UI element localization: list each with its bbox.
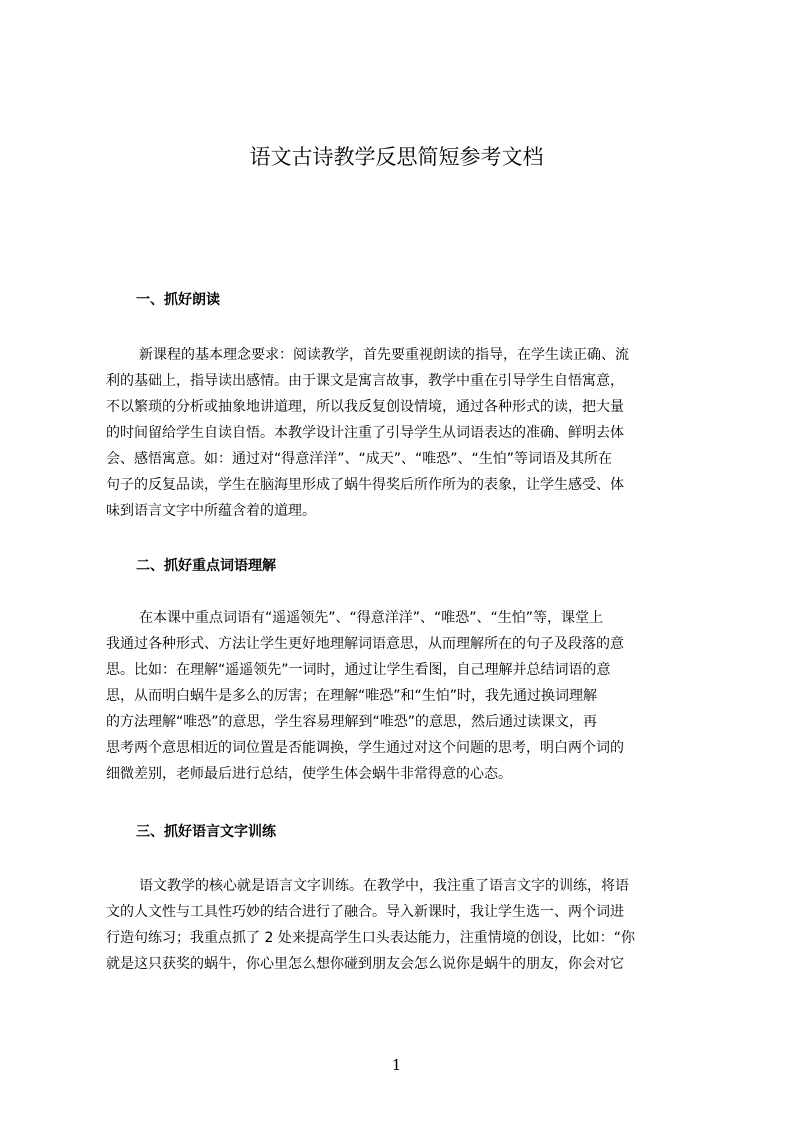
paragraph-line: 味到语言文字中所蕴含着的道理。 bbox=[106, 503, 316, 519]
paragraph-line: 我通过各种形式、方法让学生更好地理解词语意思，从而理解所在的句子及段落的意 bbox=[106, 636, 624, 652]
section-paragraph-1 bbox=[106, 342, 700, 524]
paragraph-line: 不以繁琐的分析或抽象地讲道理，所以我反复创设情境，通过各种形式的读，把大量 bbox=[106, 399, 624, 415]
paragraph-line: 的时间留给学生自读自悟。本教学设计注重了引导学生从词语表达的准确、鲜明去体 bbox=[106, 425, 624, 441]
paragraph-line: 思，从而明白蜗牛是多么的厉害；在理解“唯恐”和“生怕”时，我先通过换词理解 bbox=[106, 688, 598, 704]
paragraph-line: 会、感悟寓意。如：通过对“得意洋洋”、“成天”、“唯恐”、“生怕”等词语及其所在 bbox=[106, 451, 613, 467]
page-number: 1 bbox=[391, 1056, 402, 1074]
paragraph-line: 文的人文性与工具性巧妙的结合进行了融合。导入新课时，我让学生选一、两个词进 bbox=[106, 904, 624, 920]
paragraph-line: 句子的反复品读，学生在脑海里形成了蜗牛得奖后所作所为的表象，让学生感受、体 bbox=[106, 477, 624, 493]
paragraph-line: 的方法理解“唯恐”的意思，学生容易理解到“唯恐”的意思，然后通过读课文，再 bbox=[106, 714, 598, 730]
page-title: 语文古诗教学反思简短参考文档 bbox=[249, 145, 544, 169]
section-paragraph-3 bbox=[106, 873, 700, 977]
paragraph-line: 在本课中重点词语有“遥遥领先”、“得意洋洋”、“唯恐”、“生怕”等，课堂上 bbox=[139, 610, 604, 626]
paragraph-line: 细微差别，老师最后进行总结，使学生体会蜗牛非常得意的心态。 bbox=[106, 766, 512, 782]
section-heading-3: 三、抓好语言文字训练 bbox=[136, 824, 276, 840]
paragraph-line: 就是这只获奖的蜗牛，你心里怎么想你碰到朋友会怎么说你是蜗牛的朋友，你会对它 bbox=[106, 956, 624, 972]
paragraph-line: 语文教学的核心就是语言文字训练。在教学中，我注重了语言文字的训练，将语 bbox=[139, 878, 629, 894]
section-heading-2: 二、抓好重点词语理解 bbox=[136, 558, 276, 574]
section-heading-1: 一、抓好朗读 bbox=[136, 292, 220, 308]
paragraph-line: 利的基础上，指导读出感情。由于课文是寓言故事，教学中重在引导学生自悟寓意， bbox=[106, 373, 624, 389]
section-paragraph-2 bbox=[106, 605, 700, 787]
paragraph-line: 思。比如：在理解“遥遥领先”一词时，通过让学生看图，自己理解并总结词语的意 bbox=[106, 662, 611, 678]
paragraph-line: 行造句练习；我重点抓了 2 处来提高学生口头表达能力，注重情境的创设，比如：“你 bbox=[106, 930, 636, 946]
paragraph-line: 新课程的基本理念要求：阅读教学，首先要重视朗读的指导，在学生读正确、流 bbox=[139, 347, 629, 363]
paragraph-line: 思考两个意思相近的词位置是否能调换，学生通过对这个问题的思考，明白两个词的 bbox=[106, 740, 624, 756]
